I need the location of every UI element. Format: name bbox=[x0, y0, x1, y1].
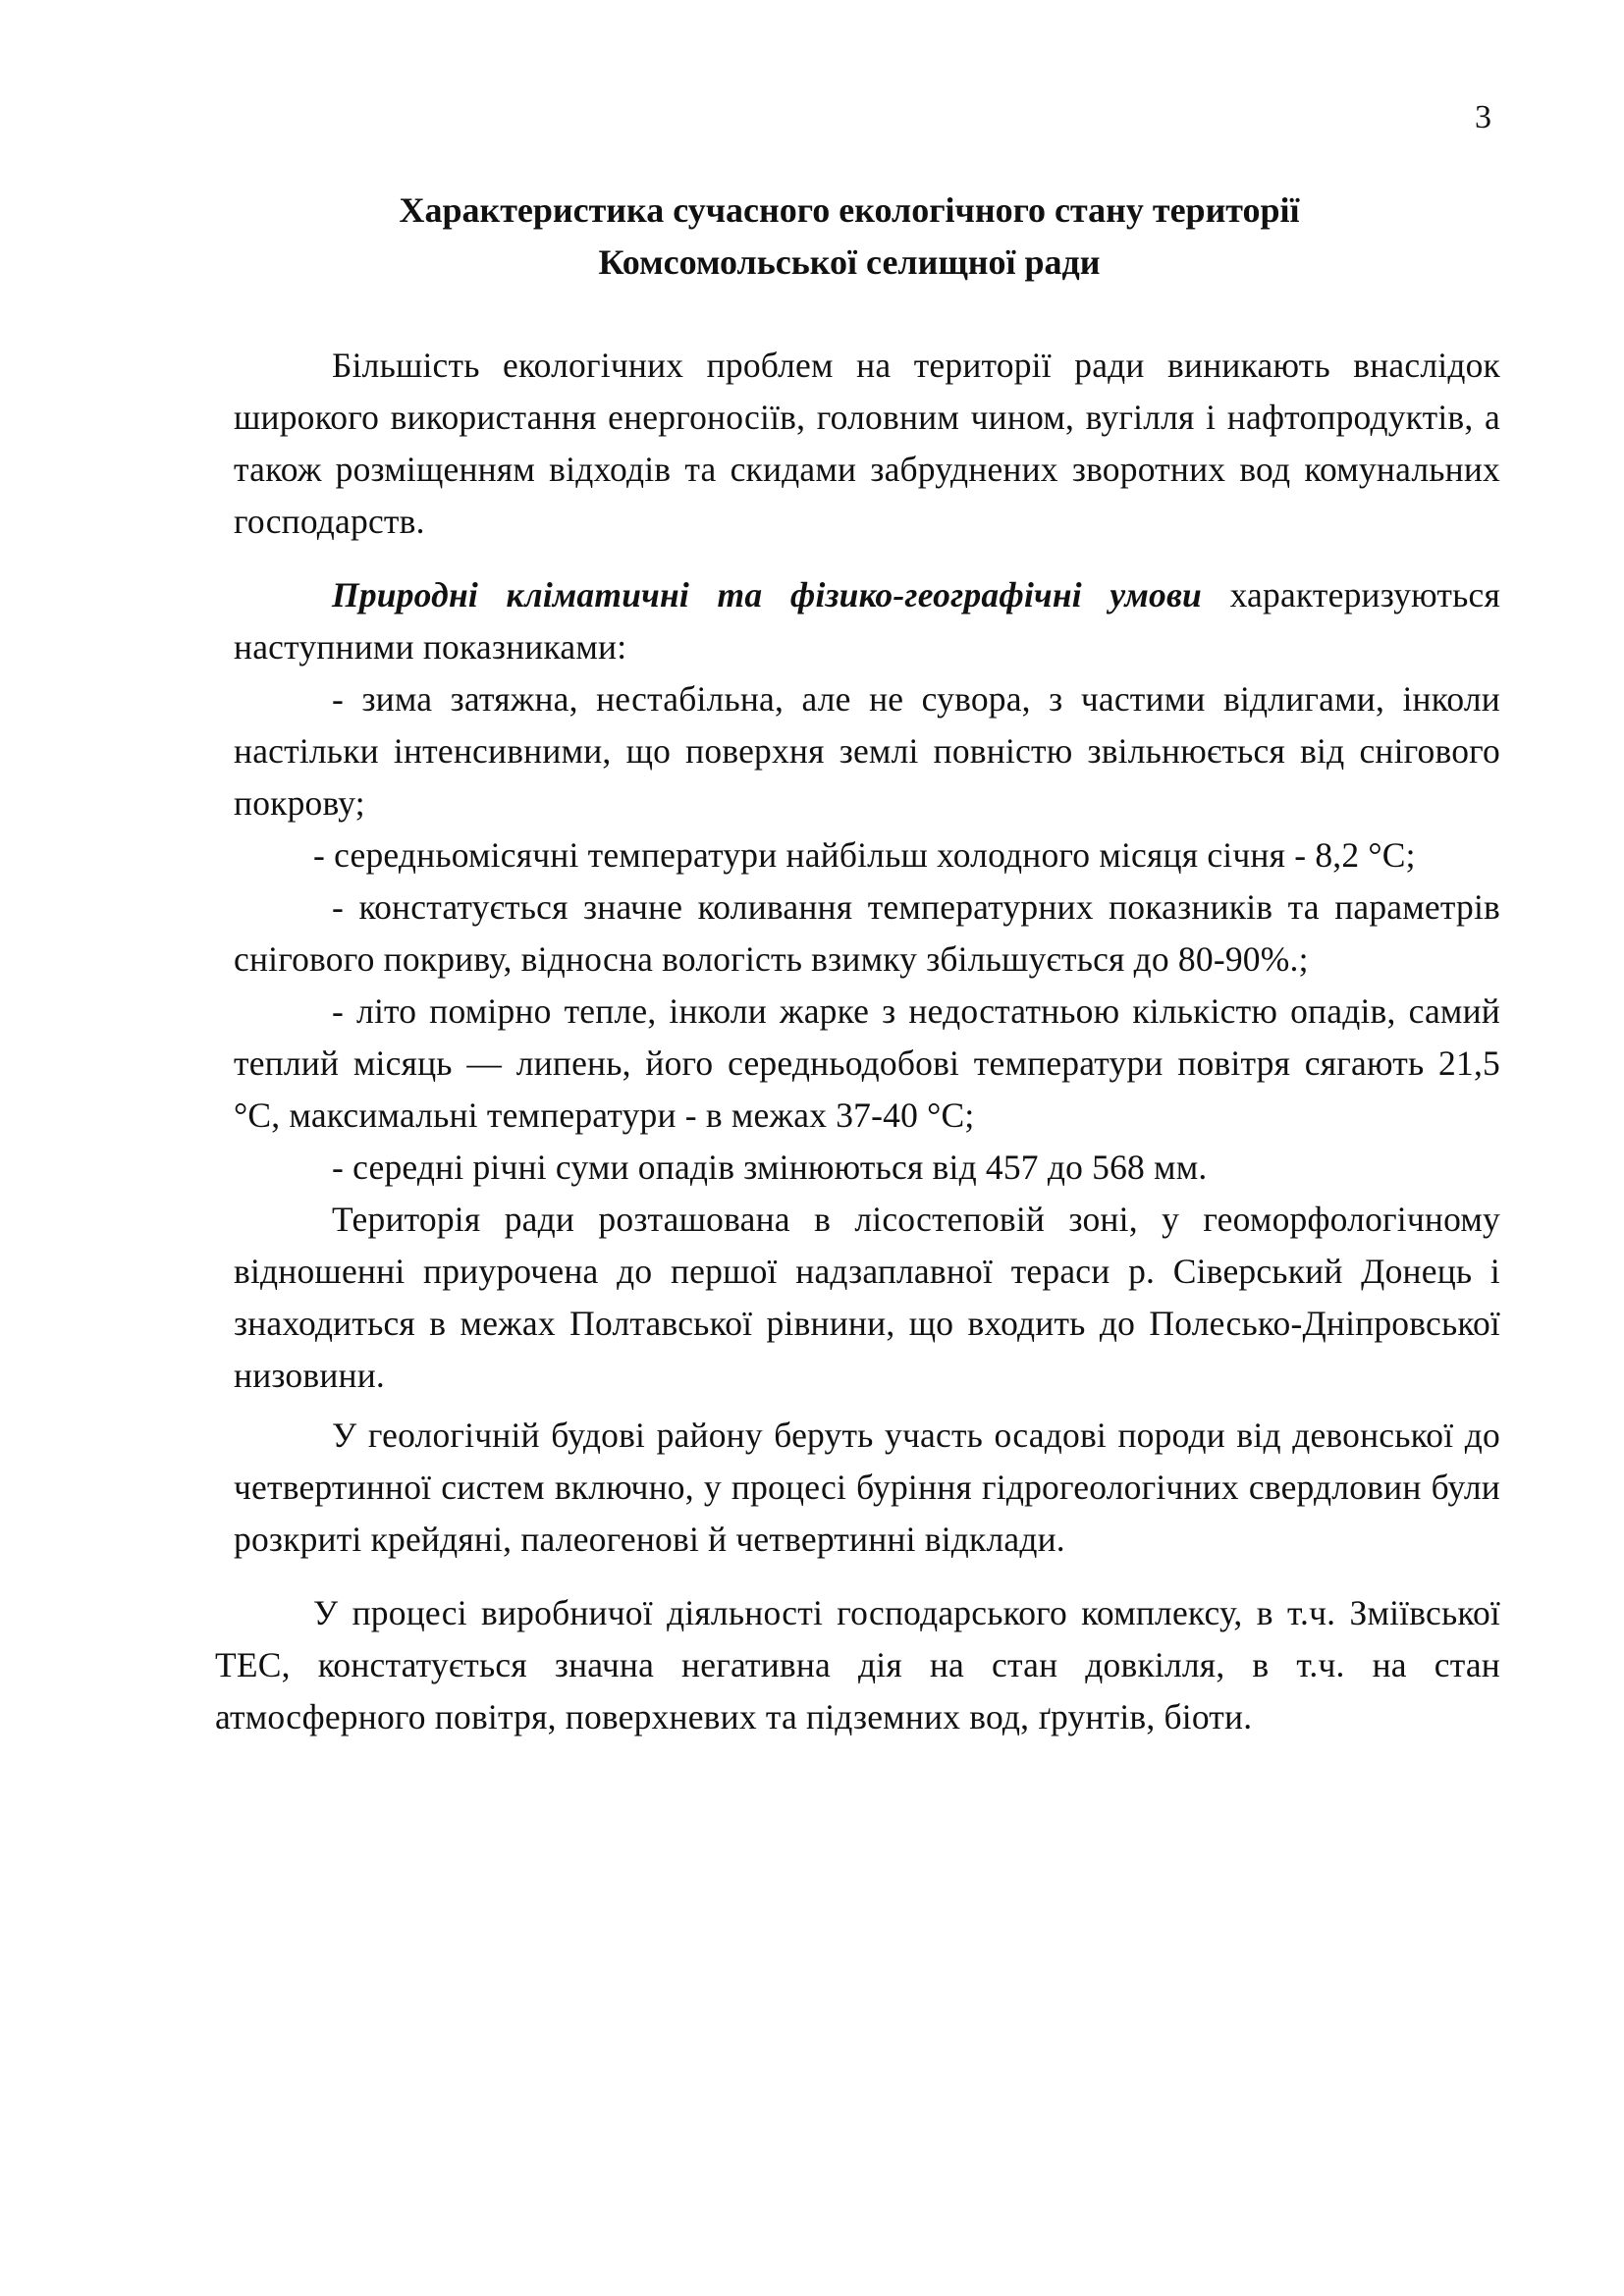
list-item-precipitation: - середні річні суми опадів змінюються від 457 до 568 мм. bbox=[332, 1148, 1208, 1187]
page-number: 3 bbox=[1475, 99, 1491, 135]
list-item-winter: - зима затяжна, нестабільна, але не сувора, з частими відлигами, інколи настільки інтенсивними, що поверхня землі повністю звільнюється від снігового покрову; bbox=[234, 679, 1500, 823]
paragraph-territory: Територія ради розташована в лісостеповій зоні, у геоморфологічному відношенні приурочена до першої надзаплавної тераси р. Сіверський Донець і знаходиться в межах Полтавської рівнини, що входить до Полесько-Дніпровської низовини. bbox=[234, 1200, 1500, 1395]
page-title bbox=[196, 185, 1502, 289]
title-line-1: Характеристика сучасного екологічного стану території bbox=[399, 190, 1300, 230]
list-item-temperature-variation: - констатується значне коливання температурних показників та параметрів снігового покриву, відносна вологість взимку збільшується до 80-90%.; bbox=[234, 887, 1500, 979]
title-line-2: Комсомольської селищної ради bbox=[598, 242, 1101, 282]
paragraph-industry-impact: У процесі виробничої діяльності господарського комплексу, в т.ч. Зміївської ТЕС, констатується значна негативна дія на стан довкілля, в т.ч. на стан атмосферного повітря, поверхневих та підземних вод, ґрунтів, біоти. bbox=[215, 1593, 1500, 1736]
climate-lead-text: Природні кліматичні та фізико-географічні умови bbox=[332, 575, 1202, 614]
climate-rest-text: характеризуються наступними показниками: bbox=[234, 575, 1500, 667]
paragraph-geology: У геологічній будові району беруть участь осадові породи від девонської до четвертинної систем включно, у процесі буріння гідрогеологічних свердловин були розкриті крейдяні, палеогенові й четвертинні відклади. bbox=[234, 1415, 1500, 1559]
paragraph-intro: Більшість екологічних проблем на території ради виникають внаслідок широкого використання енергоносіїв, головним чином, вугілля і нафтопродуктів, а також розміщенням відходів та скидами забруднених зворотних вод комунальних господарств. bbox=[234, 346, 1500, 541]
document-body bbox=[215, 340, 1500, 1743]
list-item-summer: - літо помірно тепле, інколи жарке з недостатньою кількістю опадів, самий теплий місяць — липень, його середньодобові температури повітря сягають 21,5 °С, максимальні температури - в межах 37-40 °С; bbox=[234, 991, 1500, 1135]
paragraph-climate bbox=[234, 569, 1500, 673]
list-item-january-temp: - середньомісячні температури найбільш холодного місяця січня - 8,2 °С; bbox=[313, 835, 1416, 875]
